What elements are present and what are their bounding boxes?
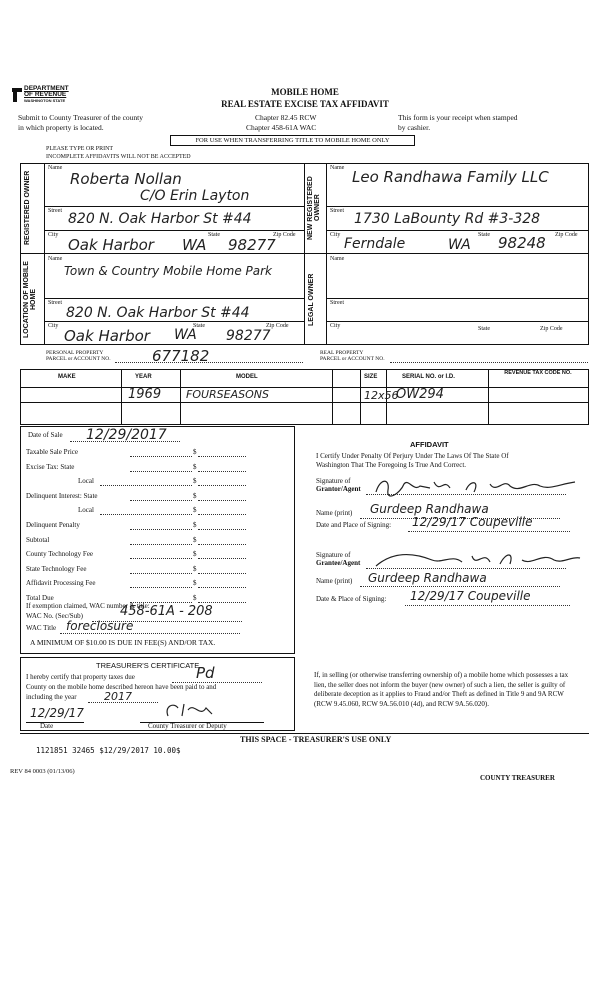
new-state-label: State <box>478 232 490 238</box>
reg-zip-label: Zip Code <box>273 232 296 238</box>
dept-line3: WASHINGTON STATE <box>24 98 66 103</box>
tax-row-dollar: $ <box>193 477 197 486</box>
reg-street-label: Street <box>48 208 62 214</box>
loc-city-label: City <box>48 323 59 329</box>
personal-parcel-label-2: PARCEL or ACCOUNT NO. <box>46 356 111 362</box>
col-revenue: REVENUE TAX CODE NO. <box>504 370 572 376</box>
treasurer-year: 2017 <box>104 690 132 703</box>
reg-owner-name-2: C/O Erin Layton <box>140 188 250 204</box>
wac-no-value: 458-61A - 208 <box>120 604 213 619</box>
new-city-label: City <box>330 232 341 238</box>
real-parcel-label-1: REAL PROPERTY <box>320 350 364 356</box>
new-owner-name: Leo Randhawa Family LLC <box>352 168 549 186</box>
tax-row-leader <box>100 514 192 515</box>
location-name: Town & Country Mobile Home Park <box>64 264 272 278</box>
tax-row-leader <box>130 471 192 472</box>
legal-zip-label: Zip Code <box>540 326 563 332</box>
vehicle-table <box>20 369 589 425</box>
new-street-label: Street <box>330 208 344 214</box>
col-serial: SERIAL NO. or I.D. <box>402 374 455 380</box>
wac-no-label: WAC No. (Sec/Sub) <box>26 612 83 620</box>
chapter-wac: Chapter 458-61A WAC <box>246 123 317 132</box>
tax-row-amount <box>198 456 246 457</box>
reg-owner-state: WA <box>182 236 207 254</box>
grantee-sig-label <box>316 551 360 567</box>
form-title-2: REAL ESTATE EXCISE TAX AFFIDAVIT <box>221 99 389 109</box>
reg-owner-name: Roberta Nollan <box>70 170 182 188</box>
tax-row-label: Subtotal <box>26 535 50 544</box>
tax-row-leader <box>130 529 192 530</box>
grantor-sig-label <box>316 477 361 493</box>
treasurer-sign-label: County Treasurer or Deputy <box>148 722 227 730</box>
submit-line-2: in which property is located. <box>18 123 104 132</box>
location-city: Oak Harbor <box>64 327 150 345</box>
tax-row-label: County Technology Fee <box>26 550 94 559</box>
grantor-signature <box>370 474 580 500</box>
reg-owner-zip: 98277 <box>228 236 276 254</box>
personal-parcel-value: 677182 <box>152 347 210 365</box>
col-make: MAKE <box>58 374 76 380</box>
tax-row-label: Taxable Sale Price <box>26 448 78 456</box>
location-state: WA <box>174 327 197 343</box>
tax-row-dollar: $ <box>193 564 197 573</box>
loc-zip-label: Zip Code <box>266 323 289 329</box>
location-label: LOCATION OF MOBILE HOME <box>23 261 37 339</box>
reg-owner-street: 820 N. Oak Harbor St #44 <box>68 211 252 227</box>
tax-row-amount <box>198 587 246 588</box>
new-zip-label: Zip Code <box>555 232 578 238</box>
vehicle-year: 1969 <box>128 387 162 402</box>
tax-row-label: Delinquent Interest: State <box>26 491 98 500</box>
new-owner-state: WA <box>448 237 471 253</box>
tax-row-dollar: $ <box>193 506 197 515</box>
form-title-1: MOBILE HOME <box>271 87 339 97</box>
fraud-warning: If, in selling (or otherwise transferring ownership of) a mobile home which possesses a tax lien, the seller does not inform the buyer (new owner) of such a lien, the seller is guilty of deliberate deception as it applies to Fraud and/or Theft as defined in Title 9 and 9A RCW (RCW 9.45.060, RCW 9A.56.010 (4d), and RCW 9A.56.020). <box>314 671 569 708</box>
chapter-rcw: Chapter 82.45 RCW <box>255 113 317 122</box>
tax-row-leader <box>130 500 192 501</box>
tax-row-leader <box>130 573 192 574</box>
tax-row-dollar: $ <box>193 462 197 471</box>
tax-row-amount <box>198 558 246 559</box>
registered-owner-label: REGISTERED OWNER <box>24 170 31 246</box>
tax-row-amount <box>198 544 246 545</box>
grantee-sig-label-1: Signature of <box>316 551 351 559</box>
wac-title-label: WAC Title <box>26 624 57 632</box>
grantee-name-label: Name (print) <box>316 577 353 585</box>
loc-name-label: Name <box>48 256 63 262</box>
submit-line-1: Submit to County Treasurer of the county <box>18 113 143 122</box>
receipt-line-2: by cashier. <box>398 123 431 132</box>
cashier-stamp: 1121851 32465 $12/29/2017 10.00$ <box>36 746 181 755</box>
treasurer-use-only: THIS SPACE - TREASURER'S USE ONLY <box>240 735 392 744</box>
grantor-date: 12/29/17 Coupeville <box>412 515 533 529</box>
grantee-date: 12/29/17 Coupeville <box>410 589 531 603</box>
transfer-note <box>170 135 415 146</box>
tax-row-amount <box>198 602 246 603</box>
reg-state-label: State <box>208 232 220 238</box>
col-model: MODEL <box>236 374 258 380</box>
new-owner-label: NEW REGISTERED OWNER <box>307 176 321 240</box>
tax-row-dollar: $ <box>193 550 197 559</box>
tax-row-leader <box>130 456 192 457</box>
affidavit-text-1: I Certify Under Penalty Of Perjury Under The Laws Of The State Of <box>316 452 509 460</box>
treasurer-text-1: I hereby certify that property taxes due <box>26 673 135 681</box>
tax-row-label: Local <box>78 506 94 515</box>
grantor-date-label: Date and Place of Signing: <box>316 521 392 529</box>
treasurer-cert-title: TREASURER'S CERTIFICATE <box>96 661 200 670</box>
col-size: SIZE <box>364 374 378 380</box>
tax-row-label: State Technology Fee <box>26 564 87 573</box>
new-name-label: Name <box>330 165 345 171</box>
tax-row-leader <box>100 485 192 486</box>
grantee-signature <box>372 546 582 574</box>
tax-row-dollar: $ <box>193 491 197 500</box>
grantor-sig-label-2: Grantor/Agent <box>316 485 361 493</box>
loc-street-label: Street <box>48 300 62 306</box>
tax-row-dollar: $ <box>193 579 197 588</box>
vehicle-model: FOURSEASONS <box>186 388 269 401</box>
reg-city-label: City <box>48 232 59 238</box>
tax-row-label: Affidavit Processing Fee <box>26 579 96 588</box>
treasurer-date: 12/29/17 <box>30 706 84 720</box>
treasurer-text-2: County on the mobile home described hereon have been paid to and <box>26 683 217 691</box>
loc-state-label: State <box>193 323 205 329</box>
tax-row-label: Local <box>78 477 94 486</box>
tax-row-dollar: $ <box>193 594 197 602</box>
affidavit-title: AFFIDAVIT <box>410 440 449 449</box>
tax-row-label: Delinquent Penalty <box>26 521 80 529</box>
legal-city-label: City <box>330 323 341 329</box>
type-or-print: PLEASE TYPE OR PRINT <box>46 146 114 152</box>
reg-owner-city: Oak Harbor <box>68 236 154 254</box>
grantor-name-label: Name (print) <box>316 509 353 517</box>
rev-form-number: REV 84 0003 (01/13/06) <box>10 768 75 775</box>
treasurer-due-value: Pd <box>196 664 215 682</box>
exemption-label: If exemption claimed, WAC number & title: <box>26 602 150 610</box>
tax-row-label: Excise Tax: State <box>26 462 75 471</box>
tax-row-leader <box>130 544 192 545</box>
reg-name-label: Name <box>48 165 63 171</box>
date-of-sale-value: 12/29/2017 <box>86 427 167 443</box>
incomplete-note: INCOMPLETE AFFIDAVITS WILL NOT BE ACCEPTED <box>46 154 191 160</box>
affidavit-text-2: Washington That The Foregoing Is True And Correct. <box>316 461 467 469</box>
county-treasurer: COUNTY TREASURER <box>480 774 555 782</box>
new-owner-zip: 98248 <box>498 234 546 252</box>
real-parcel-label-2: PARCEL or ACCOUNT NO. <box>320 356 385 362</box>
legal-state-label: State <box>478 326 490 332</box>
grantee-name: Gurdeep Randhawa <box>368 571 487 585</box>
tax-row-dollar: $ <box>193 535 197 544</box>
treasurer-text-3: including the year <box>26 693 77 701</box>
vehicle-serial: OW294 <box>396 387 444 402</box>
real-parcel-label <box>320 350 385 362</box>
tax-row-amount <box>198 529 246 530</box>
tax-row-amount <box>198 573 246 574</box>
legal-name-label: Name <box>330 256 345 262</box>
tax-row-leader <box>130 587 192 588</box>
tax-row-dollar: $ <box>193 448 197 456</box>
minimum-note: A MINIMUM OF $10.00 IS DUE IN FEE(S) AND/OR TAX. <box>30 638 216 647</box>
grantee-date-label: Date & Place of Signing: <box>316 595 387 603</box>
tax-row-dollar: $ <box>193 521 197 529</box>
tax-row-amount <box>198 500 246 501</box>
wac-title-value: foreclosure <box>66 619 134 633</box>
tax-row-leader <box>130 558 192 559</box>
treasurer-date-label: Date <box>40 722 54 730</box>
dept-line2: OF REVENUE <box>24 91 67 98</box>
tax-row-amount <box>198 514 246 515</box>
dept-line1: DEPARTMENT <box>24 85 69 92</box>
location-street: 820 N. Oak Harbor St #44 <box>66 305 250 321</box>
grantor-sig-label-1: Signature of <box>316 477 351 485</box>
tax-row-amount <box>198 485 246 486</box>
location-zip: 98277 <box>226 328 271 344</box>
new-owner-street: 1730 LaBounty Rd #3-328 <box>354 211 541 227</box>
grantee-sig-label-2: Grantee/Agent <box>316 559 361 567</box>
treasurer-signature <box>160 700 220 722</box>
col-year: YEAR <box>135 374 152 380</box>
tax-row-amount <box>198 471 246 472</box>
legal-owner-label: LEGAL OWNER <box>308 273 315 327</box>
grantor-name: Gurdeep Randhawa <box>370 502 489 516</box>
transfer-note-text: FOR USE WHEN TRANSFERRING TITLE TO MOBILE HOME ONLY <box>195 137 390 144</box>
personal-parcel-label <box>46 350 111 362</box>
personal-parcel-label-1: PERSONAL PROPERTY <box>46 350 104 356</box>
tax-row-label: Total Due <box>26 594 54 602</box>
receipt-line-1: This form is your receipt when stamped <box>398 113 518 122</box>
new-owner-city: Ferndale <box>344 236 406 252</box>
legal-street-label: Street <box>330 300 344 306</box>
vehicle-size: 12x56 <box>364 389 399 402</box>
date-of-sale-label: Date of Sale <box>28 431 63 439</box>
